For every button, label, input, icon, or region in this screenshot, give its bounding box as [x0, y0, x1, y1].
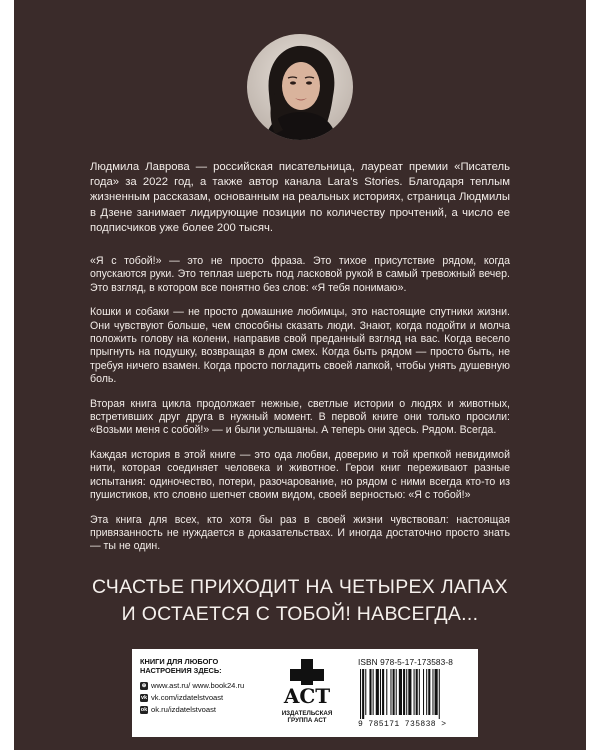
link-website-text: www.ast.ru/ www.book24.ru: [151, 681, 245, 690]
blurb-paragraph: Каждая история в этой книге — это ода любви, доверию и той крепкой невидимой нити, которая соединяет человека и животное. Герои книг переживают разные испытания: одиночество, потери, разочарование, но рядом с ними всегда кто-то из пушистиков, кто словно шепчет своим видом, своей верностью: «Я с тобой!»: [90, 448, 510, 502]
publisher-logo-text: ACT: [283, 684, 331, 708]
barcode-digits: 9 785171 735838 >: [358, 720, 447, 729]
isbn-text: ISBN 978-5-17-173583-8: [358, 657, 453, 667]
links-heading-line-2: НАСТРОЕНИЯ ЗДЕСЬ:: [140, 666, 222, 675]
publisher-logo-icon: [282, 657, 332, 709]
publisher-info-box: [132, 649, 478, 737]
author-portrait-image: [247, 34, 353, 140]
link-ok-text: ok.ru/izdatelstvoast: [151, 705, 216, 714]
isbn-block: [358, 657, 470, 729]
barcode-bar: [432, 669, 433, 715]
blurb-paragraph: «Я с тобой!» — это не просто фраза. Это тихое присутствие рядом, когда опускаются руки. Это теплая шерсть под ласковой рукой в самый тревожный вечер. Это взгляд, в котором все понятно без слов: «Я тебя понимаю».: [90, 255, 510, 294]
slogan-line-1: СЧАСТЬЕ ПРИХОДИТ НА ЧЕТЫРЕХ ЛАПАХ: [92, 576, 508, 598]
barcode-bar: [414, 669, 415, 715]
author-photo: [247, 34, 353, 140]
publisher-name-line-2: ГРУППА АСТ: [287, 717, 327, 725]
barcode-bar: [382, 669, 384, 715]
barcode-bar: [408, 669, 411, 715]
barcode-bar: [376, 669, 379, 715]
barcode-bar: [373, 669, 374, 715]
barcode-bar: [416, 669, 418, 715]
barcode-bar: [362, 669, 364, 719]
barcode-bar: [386, 669, 387, 715]
author-bio: Людмила Лаврова — российская писательница, лауреат премии «Писатель года» за 2022 год, а также автор канала Lara’s Stories. Благодаря теплым жизненным рассказам, основанным на реальных историях, страница Людмилы в Дзене занимает лидирующие позиции по количеству прочтений, а число ее подписчиков уже более 200 тысяч.: [90, 161, 510, 234]
blurb-paragraph: Кошки и собаки — не просто домашние любимцы, это настоящие спутники жизни. Они чувствуют больше, чем способны сказать люди. Знают, когда подойти и молча положить голову на колени, направив свой преданный взгляд на вас. Когда весело прыгнуть на подушку, возвращая в дом смех. Когда быть рядом — просто быть, не требуя ничего взамен. Когда просто погладить своей лапкой, чтобы унять душевную боль.: [90, 306, 510, 386]
barcode-bar: [428, 669, 430, 715]
blurb-paragraph: Эта книга для всех, кто хотя бы раз в своей жизни чувствовал: настоящая привязанность не нуждается в доказательствах. И иногда достаточно просто знать — ты не один.: [90, 513, 510, 553]
barcode-bar: [439, 669, 440, 719]
blurb-text: [90, 255, 510, 565]
barcode-bar: [435, 669, 438, 715]
barcode-bar: [390, 669, 391, 715]
ok-icon: ok: [140, 707, 148, 713]
barcode-bar: [403, 669, 405, 715]
barcode-bar: [360, 669, 361, 719]
link-ok[interactable]: [140, 705, 260, 715]
vk-icon: vk: [140, 695, 148, 701]
slogan: [54, 574, 546, 628]
link-website[interactable]: [140, 681, 260, 691]
publisher-links: [140, 657, 260, 717]
book-back-cover: [14, 0, 586, 750]
barcode-bar: [393, 669, 395, 715]
link-vk-text: vk.com/izdatelstvoast: [151, 693, 224, 702]
barcode-bar: [396, 669, 397, 715]
globe-icon: ⊕: [141, 683, 147, 689]
blurb-paragraph: Вторая книга цикла продолжает нежные, светлые истории о людях и животных, встретивших друг друга в нужный момент. В первой книге они только просили: «Возьми меня с собой!» — и были услышаны. А теперь они здесь. Рядом. Всегда.: [90, 397, 510, 437]
publisher-logo-block: [272, 657, 342, 733]
barcode-bar: [426, 669, 427, 715]
publisher-name-line-1: ИЗДАТЕЛЬСКАЯ: [281, 710, 333, 717]
links-heading: [140, 657, 260, 675]
barcode-bar: [399, 669, 402, 715]
barcode-bar: [369, 669, 371, 715]
barcode: [358, 669, 470, 719]
links-heading-line-1: КНИГИ ДЛЯ ЛЮБОГО: [140, 657, 219, 666]
slogan-line-2: И ОСТАЕТСЯ С ТОБОЙ! НАВСЕГДА...: [121, 603, 479, 625]
barcode-bar: [365, 669, 366, 715]
link-vk[interactable]: [140, 693, 260, 703]
barcode-bar: [423, 669, 424, 715]
barcode-bar: [419, 669, 420, 715]
publisher-name: [272, 710, 342, 725]
barcode-bar: [380, 669, 381, 715]
barcode-bar: [406, 669, 407, 715]
